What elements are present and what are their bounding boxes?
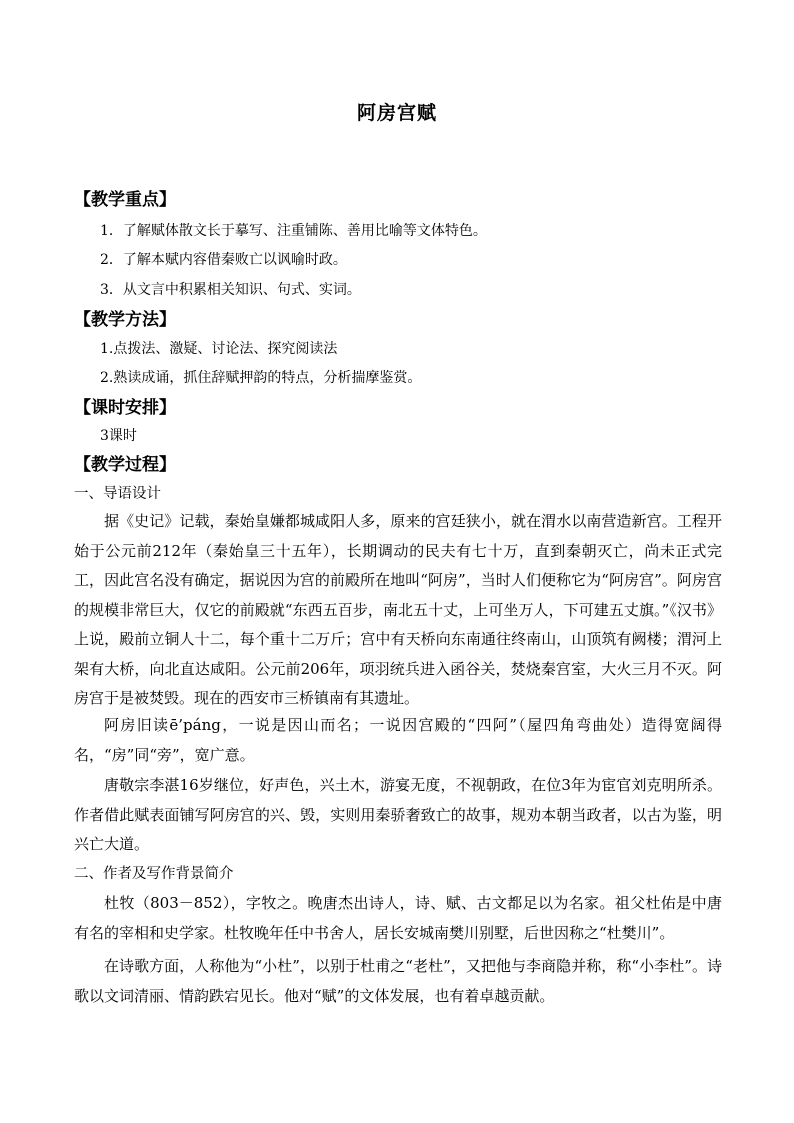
section-heading-method: 【教学方法】: [74, 310, 176, 330]
document-title: 阿房宫赋: [356, 102, 437, 124]
focus-item-3: 3．从文言中积累相关知识、句式、实词。: [100, 282, 361, 298]
section-heading-focus: 【教学重点】: [74, 190, 176, 210]
focus-item-1: 1．了解赋体散文长于摹写、注重铺陈、善用比喻等文体特色。: [100, 223, 487, 239]
part1-title: 一、导语设计: [74, 486, 161, 502]
part1-paragraph-3: 唐敬宗李湛16岁继位，好声色，兴土木，游宴无度，不视朝政，在位3年为宦官刘克明所杀。作者借此赋表面铺写阿房宫的兴、毁，实则用秦骄奢致亡的故事，规劝本朝当政者，以古为鉴，明兴亡大道。: [74, 776, 722, 853]
focus-item-2: 2．了解本赋内容借秦败亡以讽喻时政。: [100, 252, 347, 268]
method-item-1: 1.点拨法、激疑、讨论法、探究阅读法: [100, 341, 338, 357]
schedule-item-1: 3课时: [100, 428, 137, 444]
part2-paragraph-1: 杜牧（803－852），字牧之。晚唐杰出诗人，诗、赋、古文都足以为名家。祖父杜佑是中唐有名的宰相和史学家。杜牧晚年任中书舍人，居长安城南樊川别墅，后世因称之“杜樊川”。: [74, 894, 722, 942]
part2-title: 二、作者及写作背景简介: [74, 866, 234, 882]
part1-paragraph-1: 据《史记》记载，秦始皇嫌都城咸阳人多，原来的宫廷狭小，就在渭水以南营造新宫。工程开始于公元前212年（秦始皇三十五年），长期调动的民夫有七十万，直到秦朝灭亡，尚未正式完工，因此宫名没有确定，据说因为宫的前殿所在地叫“阿房”，当时人们便称它为“阿房宫”。阿房宫的规模非常巨大，仅它的前殿就“东西五百步，南北五十丈，上可坐万人，下可建五丈旗。”《汉书》上说，殿前立铜人十二，每个重十二万斤；宫中有天桥向东南通往终南山，山顶筑有阙楼；渭河上架有大桥，向北直达咸阳。公元前206年，项羽统兵进入函谷关，焚烧秦宫室，大火三月不灭。阿房宫于是被焚毁。现在的西安市三桥镇南有其遗址。: [74, 512, 722, 707]
method-item-2: 2.熟读成诵，抓住辞赋押韵的特点，分析揣摩鉴赏。: [100, 370, 422, 386]
section-heading-schedule: 【课时安排】: [74, 398, 176, 418]
section-heading-process: 【教学过程】: [74, 455, 176, 475]
part1-paragraph-2: 阿房旧读ē’páng，一说是因山而名；一说因宫殿的“四阿”（屋四角弯曲处）造得宽阔得名，“房”同“旁”，宽广意。: [74, 716, 722, 764]
part2-paragraph-2: 在诗歌方面，人称他为“小杜”，以别于杜甫之“老杜”，又把他与李商隐并称，称“小李杜”。诗歌以文词清丽、情韵跌宕见长。他对“赋”的文体发展，也有着卓越贡献。: [74, 957, 722, 1005]
